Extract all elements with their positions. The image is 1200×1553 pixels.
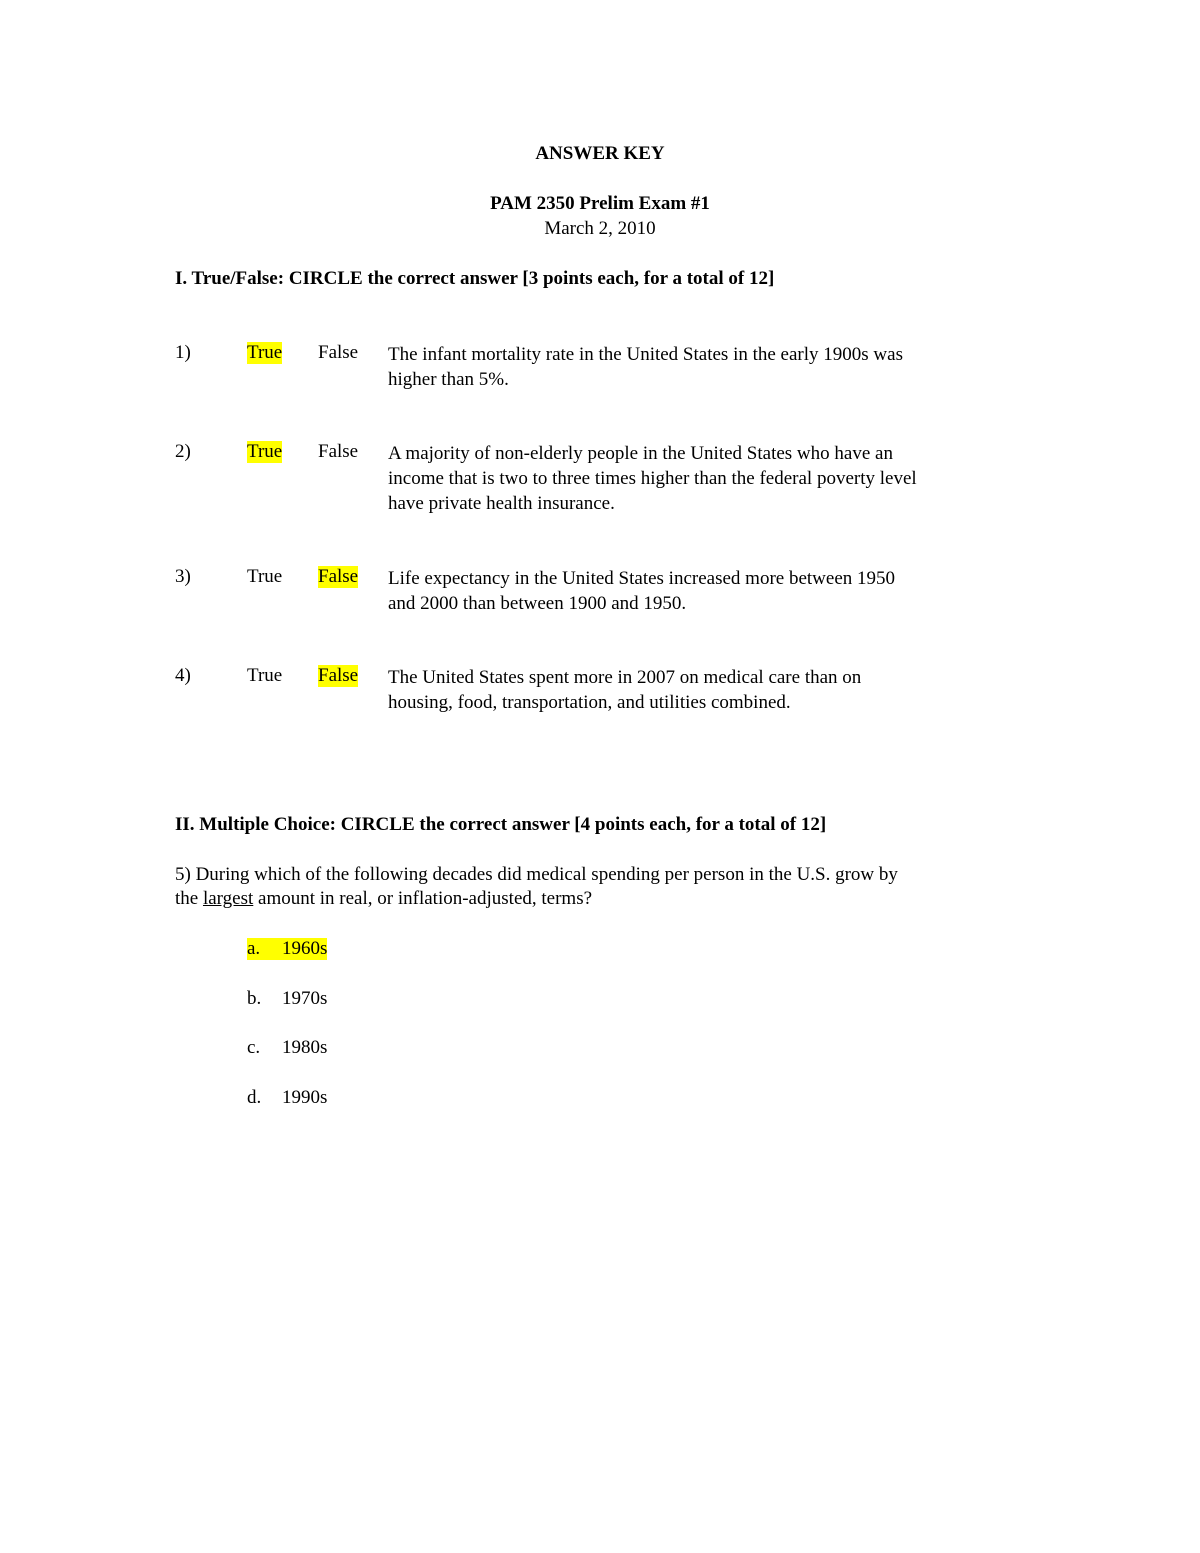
tf-item-1-line-2: higher than 5%. [388,369,509,390]
mc-option-b-letter: b. [247,988,262,1009]
section1-heading: I. True/False: CIRCLE the correct answer [3 points each, for a total of 12] [175,268,775,289]
tf-item-4-true-option: True [247,665,283,686]
tf-item-2-line-3: have private health insurance. [388,493,615,514]
mc-option-b-text: 1970s [282,988,328,1009]
tf-item-1-false-option: False [318,342,359,363]
tf-item-4-false-option: False [318,665,359,686]
mc-question-5-line-1: 5) During which of the following decades did medical spending per person in the U.S. grow by [175,864,898,885]
mc-option-d-letter: d. [247,1087,262,1108]
mc-question-5-suffix: amount in real, or inflation-adjusted, terms? [253,888,593,909]
tf-item-3-number: 3) [175,566,191,587]
tf-item-3-false-option: False [318,566,359,587]
mc-option-c-letter: c. [247,1037,261,1058]
mc-option-a [247,938,327,960]
exam-date: March 2, 2010 [544,218,656,239]
mc-option-c [247,1037,327,1059]
mc-question-5-prefix: the [175,888,203,909]
mc-question-5-line-2 [175,888,592,910]
tf-item-3-true-option: True [247,566,283,587]
mc-question-5-underlined-word: largest [202,888,254,909]
tf-item-1-line-1: The infant mortality rate in the United States in the early 1900s was [388,344,903,365]
mc-option-d-text: 1990s [282,1087,328,1108]
tf-item-4-line-1: The United States spent more in 2007 on medical care than on [388,667,862,688]
mc-option-c-text: 1980s [282,1037,328,1058]
section2-heading: II. Multiple Choice: CIRCLE the correct answer [4 points each, for a total of 12] [175,814,827,835]
mc-option-a-text: 1960s [282,938,328,959]
tf-item-4-statement [388,665,1008,715]
tf-item-4-number: 4) [175,665,191,686]
tf-item-1-true-option: True [247,342,283,363]
tf-item-2-line-2: income that is two to three times higher than the federal poverty level [388,468,917,489]
tf-item-4-line-2: housing, food, transportation, and utilities combined. [388,692,791,713]
tf-item-2-line-1: A majority of non-elderly people in the United States who have an [388,443,893,464]
tf-item-2-false-option: False [318,441,359,462]
mc-option-a-letter: a. [247,938,261,959]
tf-item-1-number: 1) [175,342,191,363]
answer-key-title: ANSWER KEY [535,143,665,164]
exam-title: PAM 2350 Prelim Exam #1 [490,193,710,214]
tf-item-3-line-2: and 2000 than between 1900 and 1950. [388,593,687,614]
tf-item-1-statement [388,342,1008,392]
tf-item-2-true-option: True [247,441,283,462]
mc-option-b [247,988,327,1010]
tf-item-2-number: 2) [175,441,191,462]
tf-item-3-line-1: Life expectancy in the United States increased more between 1950 [388,568,895,589]
mc-option-d [247,1087,327,1109]
tf-item-3-statement [388,566,1008,616]
tf-item-2-statement [388,441,1008,516]
